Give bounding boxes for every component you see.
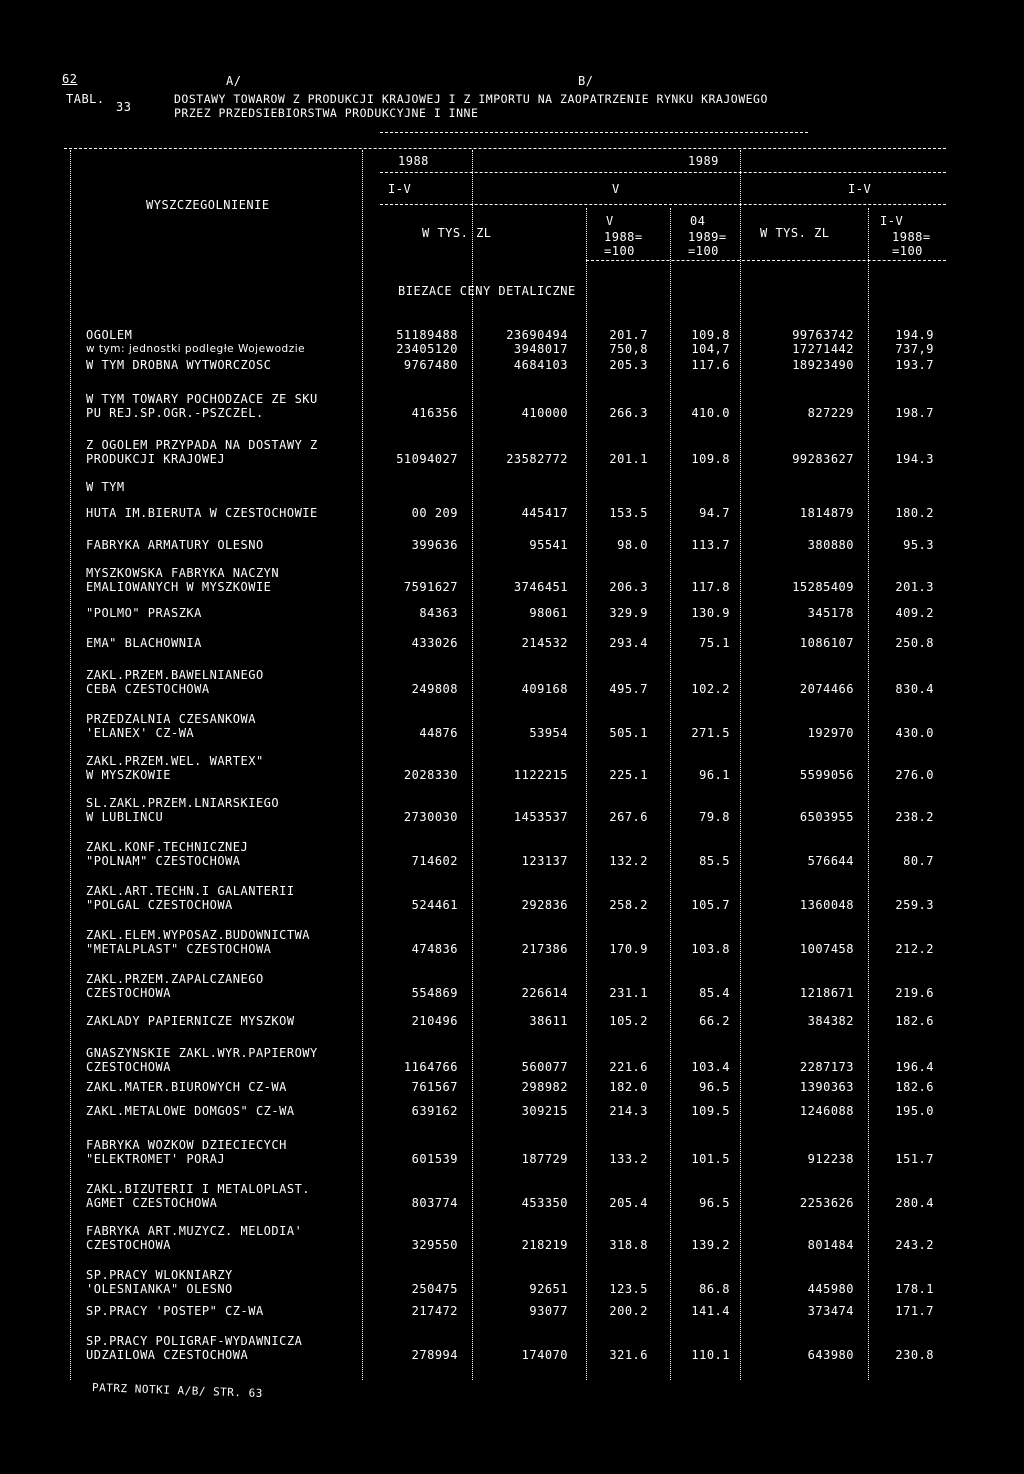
table-cell: 23405120 [396,342,458,356]
table-cell: 399636 [411,538,458,552]
row-label: "METALPLAST" CZESTOCHOWA [86,942,272,956]
table-cell: 1360048 [799,898,854,912]
table-cell: 1390363 [799,1080,854,1094]
table-cell: 2287173 [799,1060,854,1074]
table-cell: 2074466 [799,682,854,696]
table-cell: 84363 [419,606,458,620]
top-rule-2 [380,132,808,133]
row-label: PRODUKCJI KRAJOWEJ [86,452,226,466]
table-cell: 7591627 [403,580,458,594]
table-cell: 453350 [521,1196,568,1210]
table-cell: 243.2 [895,1238,934,1252]
table-cell: 194.3 [895,452,934,466]
table-cell: 293.4 [609,636,648,650]
table-cell: 761567 [411,1080,458,1094]
table-cell: 201.1 [609,452,648,466]
table-cell: 250475 [411,1282,458,1296]
header-idx3b: =100 [892,244,923,258]
table-cell: 380880 [807,538,854,552]
row-label: ZAKL.PRZEM.BAWELNIANEGO [86,668,264,682]
table-cell: 214.3 [609,1104,648,1118]
table-cell: 193.7 [895,358,934,372]
table-cell: 153.5 [609,506,648,520]
row-label: PRZEDZALNIA CZESANKOWA [86,712,256,726]
table-cell: 102.2 [691,682,730,696]
table-cell: 53954 [529,726,568,740]
table-cell: 1246088 [799,1104,854,1118]
table-cell: 329.9 [609,606,648,620]
row-label: CZESTOCHOWA [86,1238,171,1252]
header-wtys-2: W TYS. ZL [760,226,830,240]
table-cell: 225.1 [609,768,648,782]
table-cell: 409168 [521,682,568,696]
table-cell: 639162 [411,1104,458,1118]
left-border [70,150,71,1380]
table-cell: 96.5 [699,1196,730,1210]
header-v-1989: V [612,182,620,196]
row-label: EMA" BLACHOWNIA [86,636,202,650]
row-label: MYSZKOWSKA FABRYKA NACZYN [86,566,280,580]
table-cell: 560077 [521,1060,568,1074]
table-cell: 38611 [529,1014,568,1028]
table-cell: 416356 [411,406,458,420]
table-cell: 103.4 [691,1060,730,1074]
table-cell: 96.1 [699,768,730,782]
table-cell: 44876 [419,726,458,740]
table-cell: 1453537 [513,810,568,824]
row-label: W TYM TOWARY POCHODZACE ZE SKU [86,392,318,406]
table-cell: 5599056 [799,768,854,782]
table-cell: 219.6 [895,986,934,1000]
table-cell: 230.8 [895,1348,934,1362]
row-label: ZAKLADY PAPIERNICZE MYSZKOW [86,1014,295,1028]
table-cell: 801484 [807,1238,854,1252]
table-cell: 445417 [521,506,568,520]
table-cell: 85.4 [699,986,730,1000]
table-cell: 117.6 [691,358,730,372]
row-label: ZAKL.ART.TECHN.I GALANTERII [86,884,295,898]
table-cell: 178.1 [895,1282,934,1296]
table-cell: 1164766 [403,1060,458,1074]
table-cell: 109.5 [691,1104,730,1118]
row-label: OGOLEM [86,328,133,342]
table-cell: 345178 [807,606,854,620]
table-cell: 373474 [807,1304,854,1318]
table-cell: 18923490 [792,358,854,372]
table-cell: 214532 [521,636,568,650]
table-cell: 217472 [411,1304,458,1318]
footnote-marker-b: B/ [578,74,594,88]
table-cell: 133.2 [609,1152,648,1166]
table-cell: 130.9 [691,606,730,620]
header-rule-3 [586,260,946,261]
row-label: "ELEKTROMET' PORAJ [86,1152,226,1166]
table-cell: 96.5 [699,1080,730,1094]
table-label: TABL. [66,92,105,106]
table-cell: 329550 [411,1238,458,1252]
header-1988: 1988 [398,154,429,168]
table-cell: 276.0 [895,768,934,782]
header-wtys-1: W TYS. ZL [422,226,492,240]
table-title-line1: DOSTAWY TOWAROW Z PRODUKCJI KRAJOWEJ I Z IMPORTU NA ZAOPATRZENIE RYNKU KRAJOWEGO [174,92,768,106]
row-label: PU REJ.SP.OGR.-PSZCZEL. [86,406,264,420]
table-cell: 98061 [529,606,568,620]
table-cell: 94.7 [699,506,730,520]
table-cell: 643980 [807,1348,854,1362]
row-label: SP.PRACY POLIGRAF-WYDAWNICZA [86,1334,303,1348]
row-label: ZAKL.BIZUTERII I METALOPLAST. [86,1182,311,1196]
table-cell: 1086107 [799,636,854,650]
header-spec: WYSZCZEGOLNIENIE [146,198,270,212]
table-cell: 171.7 [895,1304,934,1318]
table-cell: 15285409 [792,580,854,594]
table-cell: 3948017 [513,342,568,356]
table-cell: 445980 [807,1282,854,1296]
table-cell: 266.3 [609,406,648,420]
table-cell: 105.7 [691,898,730,912]
table-cell: 195.0 [895,1104,934,1118]
table-cell: 101.5 [691,1152,730,1166]
table-cell: 66.2 [699,1014,730,1028]
row-label: W TYM [86,480,125,494]
table-cell: 433026 [411,636,458,650]
row-label: 'OLESNIANKA" OLESNO [86,1282,233,1296]
table-cell: 182.6 [895,1014,934,1028]
table-cell: 474836 [411,942,458,956]
table-cell: 182.0 [609,1080,648,1094]
table-cell: 95541 [529,538,568,552]
table-cell: 205.3 [609,358,648,372]
table-cell: 00 209 [411,506,458,520]
table-cell: 75.1 [699,636,730,650]
table-cell: 280.4 [895,1196,934,1210]
table-cell: 23582772 [506,452,568,466]
table-cell: 2253626 [799,1196,854,1210]
table-cell: 2028330 [403,768,458,782]
col-sep-3 [670,208,671,1380]
table-cell: 524461 [411,898,458,912]
table-cell: 196.4 [895,1060,934,1074]
row-label: EMALIOWANYCH W MYSZKOWIE [86,580,272,594]
page-number: 62 [62,72,78,86]
table-cell: 410000 [521,406,568,420]
row-label: W TYM DROBNA WYTWORCZOSC [86,358,272,372]
row-label: GNASZYNSKIE ZAKL.WYR.PAPIEROWY [86,1046,318,1060]
table-cell: 410.0 [691,406,730,420]
table-cell: 505.1 [609,726,648,740]
header-idx2b: =100 [688,244,719,258]
table-cell: 3746451 [513,580,568,594]
table-cell: 182.6 [895,1080,934,1094]
table-title-line2: PRZEZ PRZEDSIEBIORSTWA PRODUKCYJNE I INNE [174,106,479,120]
table-cell: 249808 [411,682,458,696]
row-label: FABRYKA ART.MUZYCZ. MELODIA' [86,1224,303,1238]
table-cell: 110.1 [691,1348,730,1362]
table-cell: 1218671 [799,986,854,1000]
row-label: ZAKL.KONF.TECHNICZNEJ [86,840,249,854]
table-cell: 85.5 [699,854,730,868]
row-label: SL.ZAKL.PRZEM.LNIARSKIEGO [86,796,280,810]
table-cell: 139.2 [691,1238,730,1252]
table-cell: 51189488 [396,328,458,342]
row-label: "POLGAL CZESTOCHOWA [86,898,233,912]
table-cell: 98.0 [617,538,648,552]
header-idx2: 1989= [688,230,727,244]
table-cell: 803774 [411,1196,458,1210]
row-label: HUTA IM.BIERUTA W CZESTOCHOWIE [86,506,318,520]
table-cell: 495.7 [609,682,648,696]
table-cell: 109.8 [691,328,730,342]
table-cell: 231.1 [609,986,648,1000]
table-cell: 206.3 [609,580,648,594]
table-cell: 576644 [807,854,854,868]
table-cell: 250.8 [895,636,934,650]
table-cell: 86.8 [699,1282,730,1296]
header-04: 04 [690,214,706,228]
row-label: ZAKL.METALOWE DOMGOS" CZ-WA [86,1104,295,1118]
table-cell: 267.6 [609,810,648,824]
table-cell: 200.2 [609,1304,648,1318]
row-label: w tym: jednostki podległe Wojewodzie [86,343,306,355]
row-label: ZAKL.PRZEM.WEL. WARTEX" [86,754,264,768]
table-cell: 218219 [521,1238,568,1252]
table-cell: 430.0 [895,726,934,740]
table-cell: 226614 [521,986,568,1000]
table-cell: 205.4 [609,1196,648,1210]
header-iv-1989: I-V [848,182,872,196]
table-cell: 192970 [807,726,854,740]
row-label: AGMET CZESTOCHOWA [86,1196,218,1210]
col-sep-2 [586,208,587,1380]
header-1989: 1989 [688,154,719,168]
row-label: Z OGOLEM PRZYPADA NA DOSTAWY Z [86,438,318,452]
table-cell: 123137 [521,854,568,868]
table-cell: 830.4 [895,682,934,696]
row-label: ZAKL.MATER.BIUROWYCH CZ-WA [86,1080,287,1094]
table-cell: 321.6 [609,1348,648,1362]
table-cell: 221.6 [609,1060,648,1074]
table-cell: 9767480 [403,358,458,372]
table-cell: 105.2 [609,1014,648,1028]
row-label: W LUBLINCU [86,810,164,824]
row-label: 'ELANEX' CZ-WA [86,726,195,740]
table-cell: 737,9 [895,342,934,356]
table-cell: 103.8 [691,942,730,956]
table-cell: 109.8 [691,452,730,466]
row-label: ZAKL.PRZEM.ZAPALCZANEGO [86,972,264,986]
header-rule-1 [380,172,946,173]
table-cell: 1007458 [799,942,854,956]
table-cell: 318.8 [609,1238,648,1252]
spec-separator [362,150,363,1380]
table-cell: 292836 [521,898,568,912]
header-idx1b: =100 [604,244,635,258]
table-cell: 194.9 [895,328,934,342]
table-cell: 99283627 [792,452,854,466]
table-cell: 17271442 [792,342,854,356]
header-rule-2 [380,204,946,205]
table-cell: 198.7 [895,406,934,420]
table-cell: 104,7 [691,342,730,356]
table-cell: 827229 [807,406,854,420]
table-cell: 93077 [529,1304,568,1318]
table-cell: 2730030 [403,810,458,824]
row-label: W MYSZKOWIE [86,768,171,782]
table-cell: 141.4 [691,1304,730,1318]
table-cell: 384382 [807,1014,854,1028]
row-label: "POLMO" PRASZKA [86,606,202,620]
table-cell: 554869 [411,986,458,1000]
header-v-sub: V [606,214,614,228]
table-cell: 201.3 [895,580,934,594]
table-cell: 217386 [521,942,568,956]
table-cell: 92651 [529,1282,568,1296]
table-cell: 151.7 [895,1152,934,1166]
table-cell: 132.2 [609,854,648,868]
table-cell: 259.3 [895,898,934,912]
top-rule [64,148,946,149]
table-cell: 409.2 [895,606,934,620]
row-label: FABRYKA ARMATURY OLESNO [86,538,264,552]
table-cell: 601539 [411,1152,458,1166]
row-label: CZESTOCHOWA [86,986,171,1000]
table-cell: 187729 [521,1152,568,1166]
table-cell: 113.7 [691,538,730,552]
table-cell: 1122215 [513,768,568,782]
table-cell: 174070 [521,1348,568,1362]
table-cell: 6503955 [799,810,854,824]
header-idx1: 1988= [604,230,643,244]
table-cell: 99763742 [792,328,854,342]
footnote-marker-a: A/ [226,74,242,88]
table-cell: 210496 [411,1014,458,1028]
table-cell: 123.5 [609,1282,648,1296]
table-cell: 201.7 [609,328,648,342]
table-cell: 750,8 [609,342,648,356]
table-cell: 912238 [807,1152,854,1166]
col-sep-4 [740,150,741,1380]
section-title: BIEZACE CENY DETALICZNE [398,284,576,298]
row-label: UDZAILOWA CZESTOCHOWA [86,1348,249,1362]
header-idx3: 1988= [892,230,931,244]
footer-note: PATRZ NOTKI A/B/ STR. 63 [91,1381,264,1400]
row-label: CEBA CZESTOCHOWA [86,682,210,696]
table-cell: 4684103 [513,358,568,372]
table-cell: 117.8 [691,580,730,594]
table-cell: 278994 [411,1348,458,1362]
table-cell: 238.2 [895,810,934,824]
table-cell: 212.2 [895,942,934,956]
row-label: CZESTOCHOWA [86,1060,171,1074]
table-cell: 1814879 [799,506,854,520]
table-cell: 298982 [521,1080,568,1094]
table-cell: 80.7 [903,854,934,868]
table-cell: 714602 [411,854,458,868]
col-sep-5 [868,208,869,1380]
row-label: SP.PRACY WLOKNIARZY [86,1268,233,1282]
table-cell: 95.3 [903,538,934,552]
col-sep-1 [472,150,473,1380]
table-cell: 170.9 [609,942,648,956]
table-cell: 271.5 [691,726,730,740]
table-cell: 51094027 [396,452,458,466]
row-label: ZAKL.ELEM.WYPOSAZ.BUDOWNICTWA [86,928,311,942]
table-cell: 180.2 [895,506,934,520]
table-cell: 23690494 [506,328,568,342]
table-cell: 258.2 [609,898,648,912]
row-label: "POLNAM" CZESTOCHOWA [86,854,241,868]
table-cell: 309215 [521,1104,568,1118]
header-iv-1988: I-V [388,182,412,196]
table-number: 33 [116,100,132,114]
row-label: SP.PRACY 'POSTEP" CZ-WA [86,1304,264,1318]
row-label: FABRYKA WOZKOW DZIECIECYCH [86,1138,287,1152]
header-iv-sub: I-V [880,214,904,228]
table-cell: 79.8 [699,810,730,824]
